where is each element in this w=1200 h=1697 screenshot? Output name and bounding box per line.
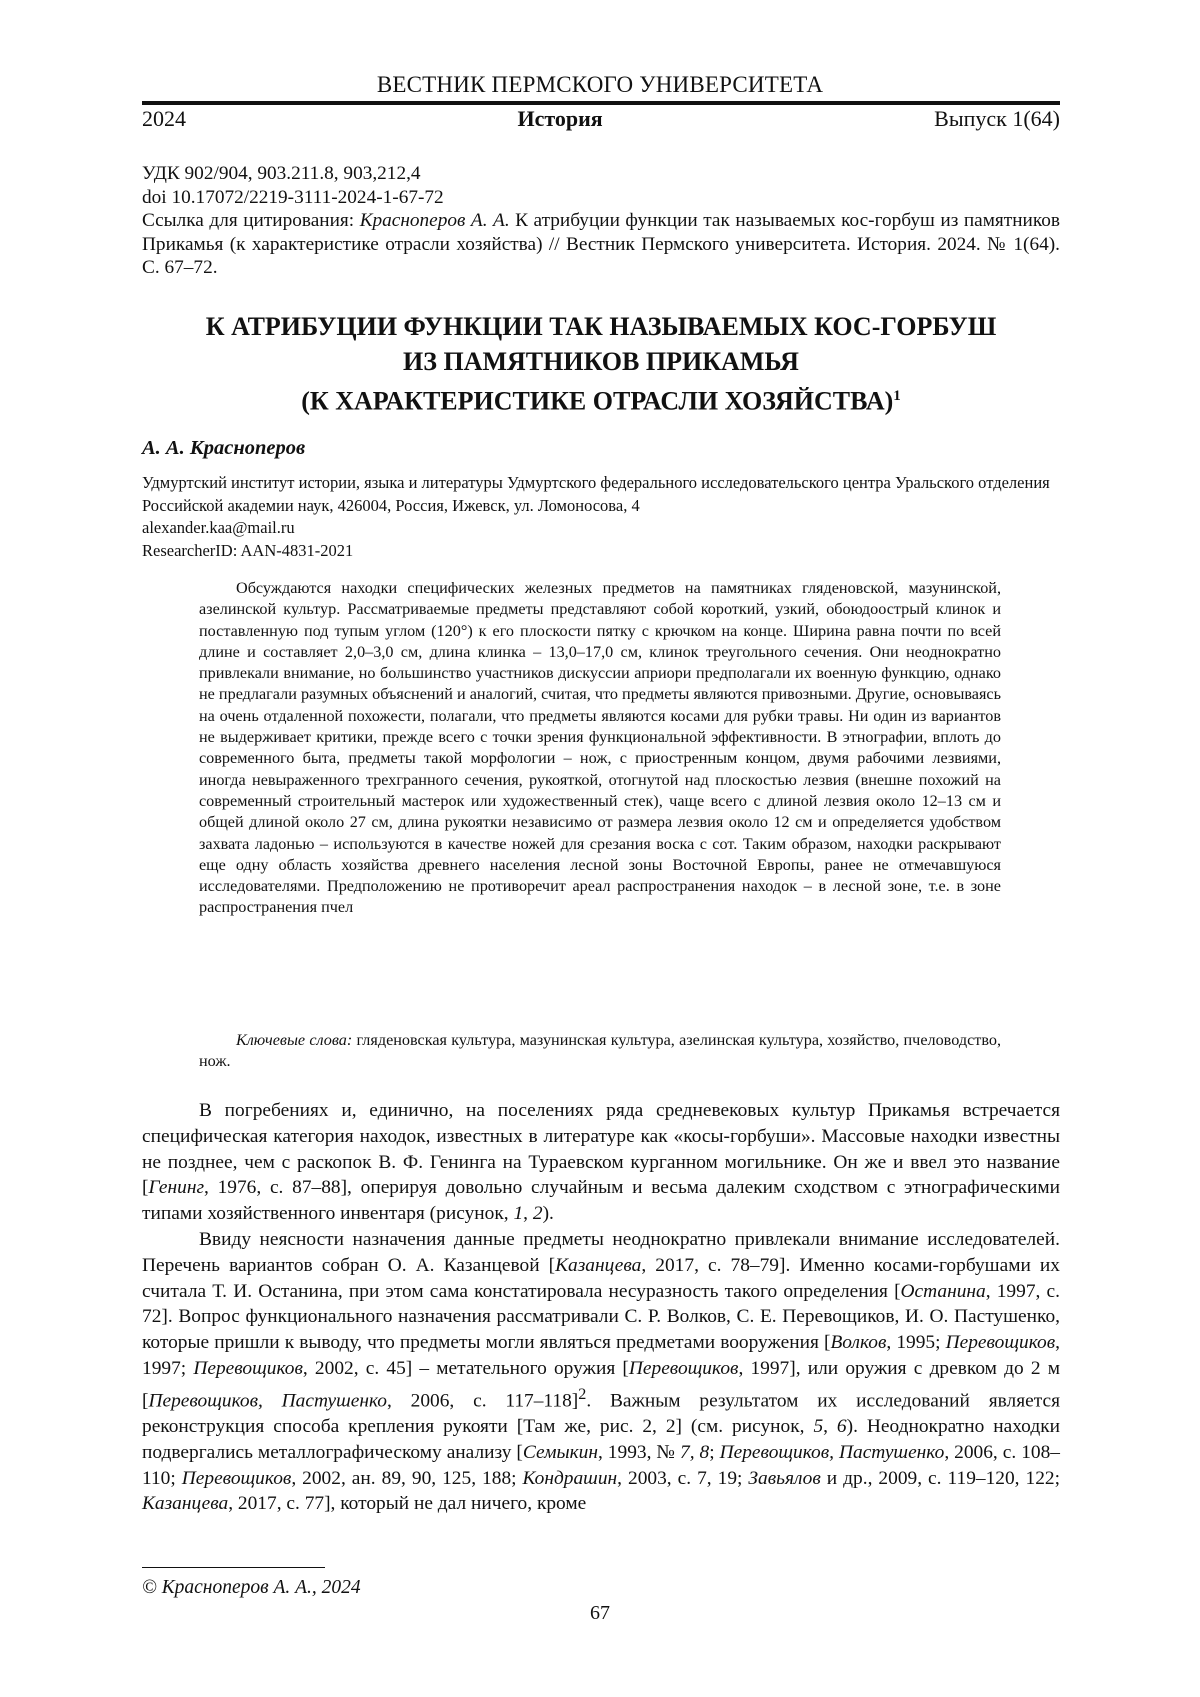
text-run: К атрибуции функции так называемых кос-горбуш из памятников Прикамья (к характеристике отрасли хозяйства) // Вестник Пермского университета. История. 2024. № 1(64). С. 67–72. (142, 210, 1060, 278)
author-name: А. А. Красноперов (142, 437, 306, 459)
researcher-id: ResearcherID: AAN-4831-2021 (142, 540, 354, 560)
footnote-rule (142, 1567, 325, 1568)
text-run: , 2003, с. 7, 19; (617, 1467, 749, 1489)
body-paragraph (142, 1098, 1060, 1227)
citation-ref: 2 (532, 1203, 543, 1225)
text-run: , (823, 1416, 837, 1438)
citation-ref: Красноперов А. А. (359, 210, 510, 231)
affiliation: Удмуртский институт истории, языка и литературы Удмуртского федерального исследовательского центра Уральского отделения Российской академии наук, 426004, Россия, Ижевск, ул. Ломоносова, 4 (142, 473, 1050, 515)
article-body (142, 1098, 1060, 1517)
title-line-1: К АТРИБУЦИИ ФУНКЦИИ ТАК НАЗЫВАЕМЫХ КОС-ГОРБУШ (205, 312, 997, 341)
citation-ref: Перевощиков (181, 1467, 292, 1489)
text-run: , 2017, с. 78–79]. Именно косами-горбушами их считала Т. И. Останина, при этом сама констатировала несуразность такого определения [ (142, 1254, 1060, 1302)
author-affiliation-block (142, 472, 1060, 562)
title-line-2: ИЗ ПАМЯТНИКОВ ПРИКАМЬЯ (403, 347, 799, 376)
running-header (142, 106, 1060, 132)
article-title (142, 309, 1060, 419)
text-run: , 1993, № (597, 1441, 681, 1463)
text-run: ; (709, 1441, 720, 1463)
text-run: , 1997], или оружия с древком до 2 м [ (142, 1357, 1060, 1412)
text-run: , 1976, с. 87–88], оперируя довольно случайным и весьма далеким сходством с этнографическими типами хозяйственного инвентаря (рисунок, (142, 1177, 1060, 1225)
citation-ref: 5 (813, 1416, 824, 1438)
text-run: Ввиду неясности назначения данные предметы неоднократно привлекали внимание исследователей. Перечень вариантов собран О. А. Казанцевой [ (142, 1228, 1060, 1276)
citation (142, 209, 1060, 280)
journal-name: ВЕСТНИК ПЕРМСКОГО УНИВЕРСИТЕТА (376, 72, 824, 97)
text-run: , 1997; (142, 1332, 1061, 1379)
citation-ref: Кондрашин (522, 1467, 618, 1489)
article-meta (142, 162, 1060, 280)
citation-ref: Казанцева (555, 1254, 642, 1276)
text-run: , 2002, ан. 89, 90, 125, 188; (291, 1467, 523, 1489)
citation-ref: 6 (836, 1416, 847, 1438)
text-run: , 2006, с. 108–110; (142, 1441, 1060, 1489)
keywords (199, 1030, 1001, 1073)
text-run: и др., 2009, с. 119–120, 122; (820, 1467, 1060, 1489)
text-run: ). (542, 1203, 554, 1225)
keywords-label: Ключевые слова: (236, 1031, 353, 1049)
citation-ref: Перевощиков, Пастушенко (719, 1441, 945, 1463)
citation-ref: Перевощиков (193, 1357, 303, 1379)
doi: doi 10.17072/2219-3111-2024-1-67-72 (142, 186, 444, 208)
text-run: , 1997, с. 72]. Вопрос функционального назначения рассматривали С. Р. Волков, С. Е. Перевощиков, И. О. Пастушенко, которые пришли к выводу, что предметы могли являться предметами вооружения [ (142, 1280, 1060, 1354)
header-year: 2024 (142, 106, 186, 131)
citation-ref: Волков (830, 1332, 887, 1354)
citation-ref: Перевощиков (945, 1332, 1056, 1354)
header-section: История (517, 106, 603, 131)
text-run: В погребениях и, единично, на поселениях ряда средневековых культур Прикамья встречается специфическая категория находок, известных в литературе как «косы-горбуши». Массовые находки известны не позднее, чем с раскопок В. Ф. Генинга на Тураевском курганном могильнике. Он же и ввел это название [ (142, 1100, 1060, 1199)
footnote-mark[interactable]: 2 (578, 1385, 587, 1403)
header-issue: Выпуск 1(64) (934, 106, 1060, 131)
text-run: . Важным результатом их исследований является реконструкция способа крепления рукояти [Там же, рис. 2, 2] (см. рисунок, (142, 1390, 1060, 1438)
citation-ref: 7, 8 (680, 1441, 710, 1463)
text-run: , 2002, с. 45] – метательного оружия [ (302, 1357, 629, 1379)
copyright: © Красноперов А. А., 2024 (142, 1577, 361, 1598)
header-rule (142, 101, 1060, 105)
title-line-3: (К ХАРАКТЕРИСТИКЕ ОТРАСЛИ ХОЗЯЙСТВА)$^1$ (301, 386, 901, 416)
body-paragraph (142, 1227, 1060, 1517)
text-run: , 2006, с. 117–118] (387, 1390, 579, 1412)
udk: УДК 902/904, 903.211.8, 903,212,4 (142, 163, 421, 184)
citation-ref: Останина (900, 1280, 986, 1302)
citation-ref: Генинг (148, 1177, 205, 1199)
citation-ref: Перевощиков, Пастушенко (148, 1390, 387, 1412)
citation-ref: 1 (513, 1203, 524, 1225)
text-run: Ссылка для цитирования: (142, 210, 360, 231)
abstract (199, 578, 1001, 919)
text-run: , 2017, с. 77], который не дал ничего, кроме (228, 1493, 587, 1515)
page-number: 67 (590, 1602, 610, 1624)
author-email[interactable]: alexander.kaa@mail.ru (142, 518, 295, 537)
citation-ref: Завьялов (748, 1467, 821, 1489)
text-run: , (523, 1203, 533, 1225)
citation-ref: Казанцева (142, 1493, 229, 1515)
citation-ref: Семыкин (522, 1441, 598, 1463)
citation-ref: Перевощиков (628, 1357, 739, 1379)
text-run: , 1995; (886, 1332, 946, 1354)
footnote-mark[interactable]: 1 (893, 388, 901, 404)
text-run: ). Неоднократно находки подвергались металлографическому анализу [ (142, 1416, 1060, 1463)
keywords-text: гляденовская культура, мазунинская культура, азелинская культура, хозяйство, пчеловодство, нож. (199, 1031, 1002, 1071)
abstract-text: Обсуждаются находки специфических железных предметов на памятниках гляденовской, мазунинской, азелинской культур. Рассматриваемые предметы представляют собой короткий, узкий, обоюдоострый клинок и поставленную под тупым углом (120°) к его плоскости пятку с крючком на конце. Ширина равна почти по всей длине и составляет 2,0–3,0 см, длина клинка – 13,0–17,0 см, клинок треугольного сечения. Они неоднократно привлекали внимание, но большинство участников дискуссии априори предполагали их военную функцию, однако не предлагали разумных объяснений и аналогий, считая, что предметы являются привозными. Другие, основываясь на очень отдаленной похожести, полагали, что предметы являются косами для рубки травы. Ни один из вариантов не выдерживает критики, прежде всего с точки зрения функциональной эффективности. В этнографии, вплоть до современного быта, предметы такой морфологии – нож, с приостренным концом, двумя рабочими лезвиями, иногда невыраженного трехгранного сечения, рукояткой, отогнутой над плоскостью лезвия (внешне похожий на современный строительный мастерок или художественный стек), чаще всего с длиной лезвия около 12–13 см и общей длиной около 27 см, длина рукоятки независимо от размера лезвия около 12 см и определяется удобством захвата ладонью – используются в качестве ножей для срезания воска с сот. Таким образом, находки раскрывают еще одну область хозяйства древнего населения лесной зоны Восточной Европы, ранее не отмечавшуюся исследователями. Предположению не противоречит ареал распространения находок – в лесной зоне, т.е. в зоне распространения пчел (199, 579, 1001, 917)
